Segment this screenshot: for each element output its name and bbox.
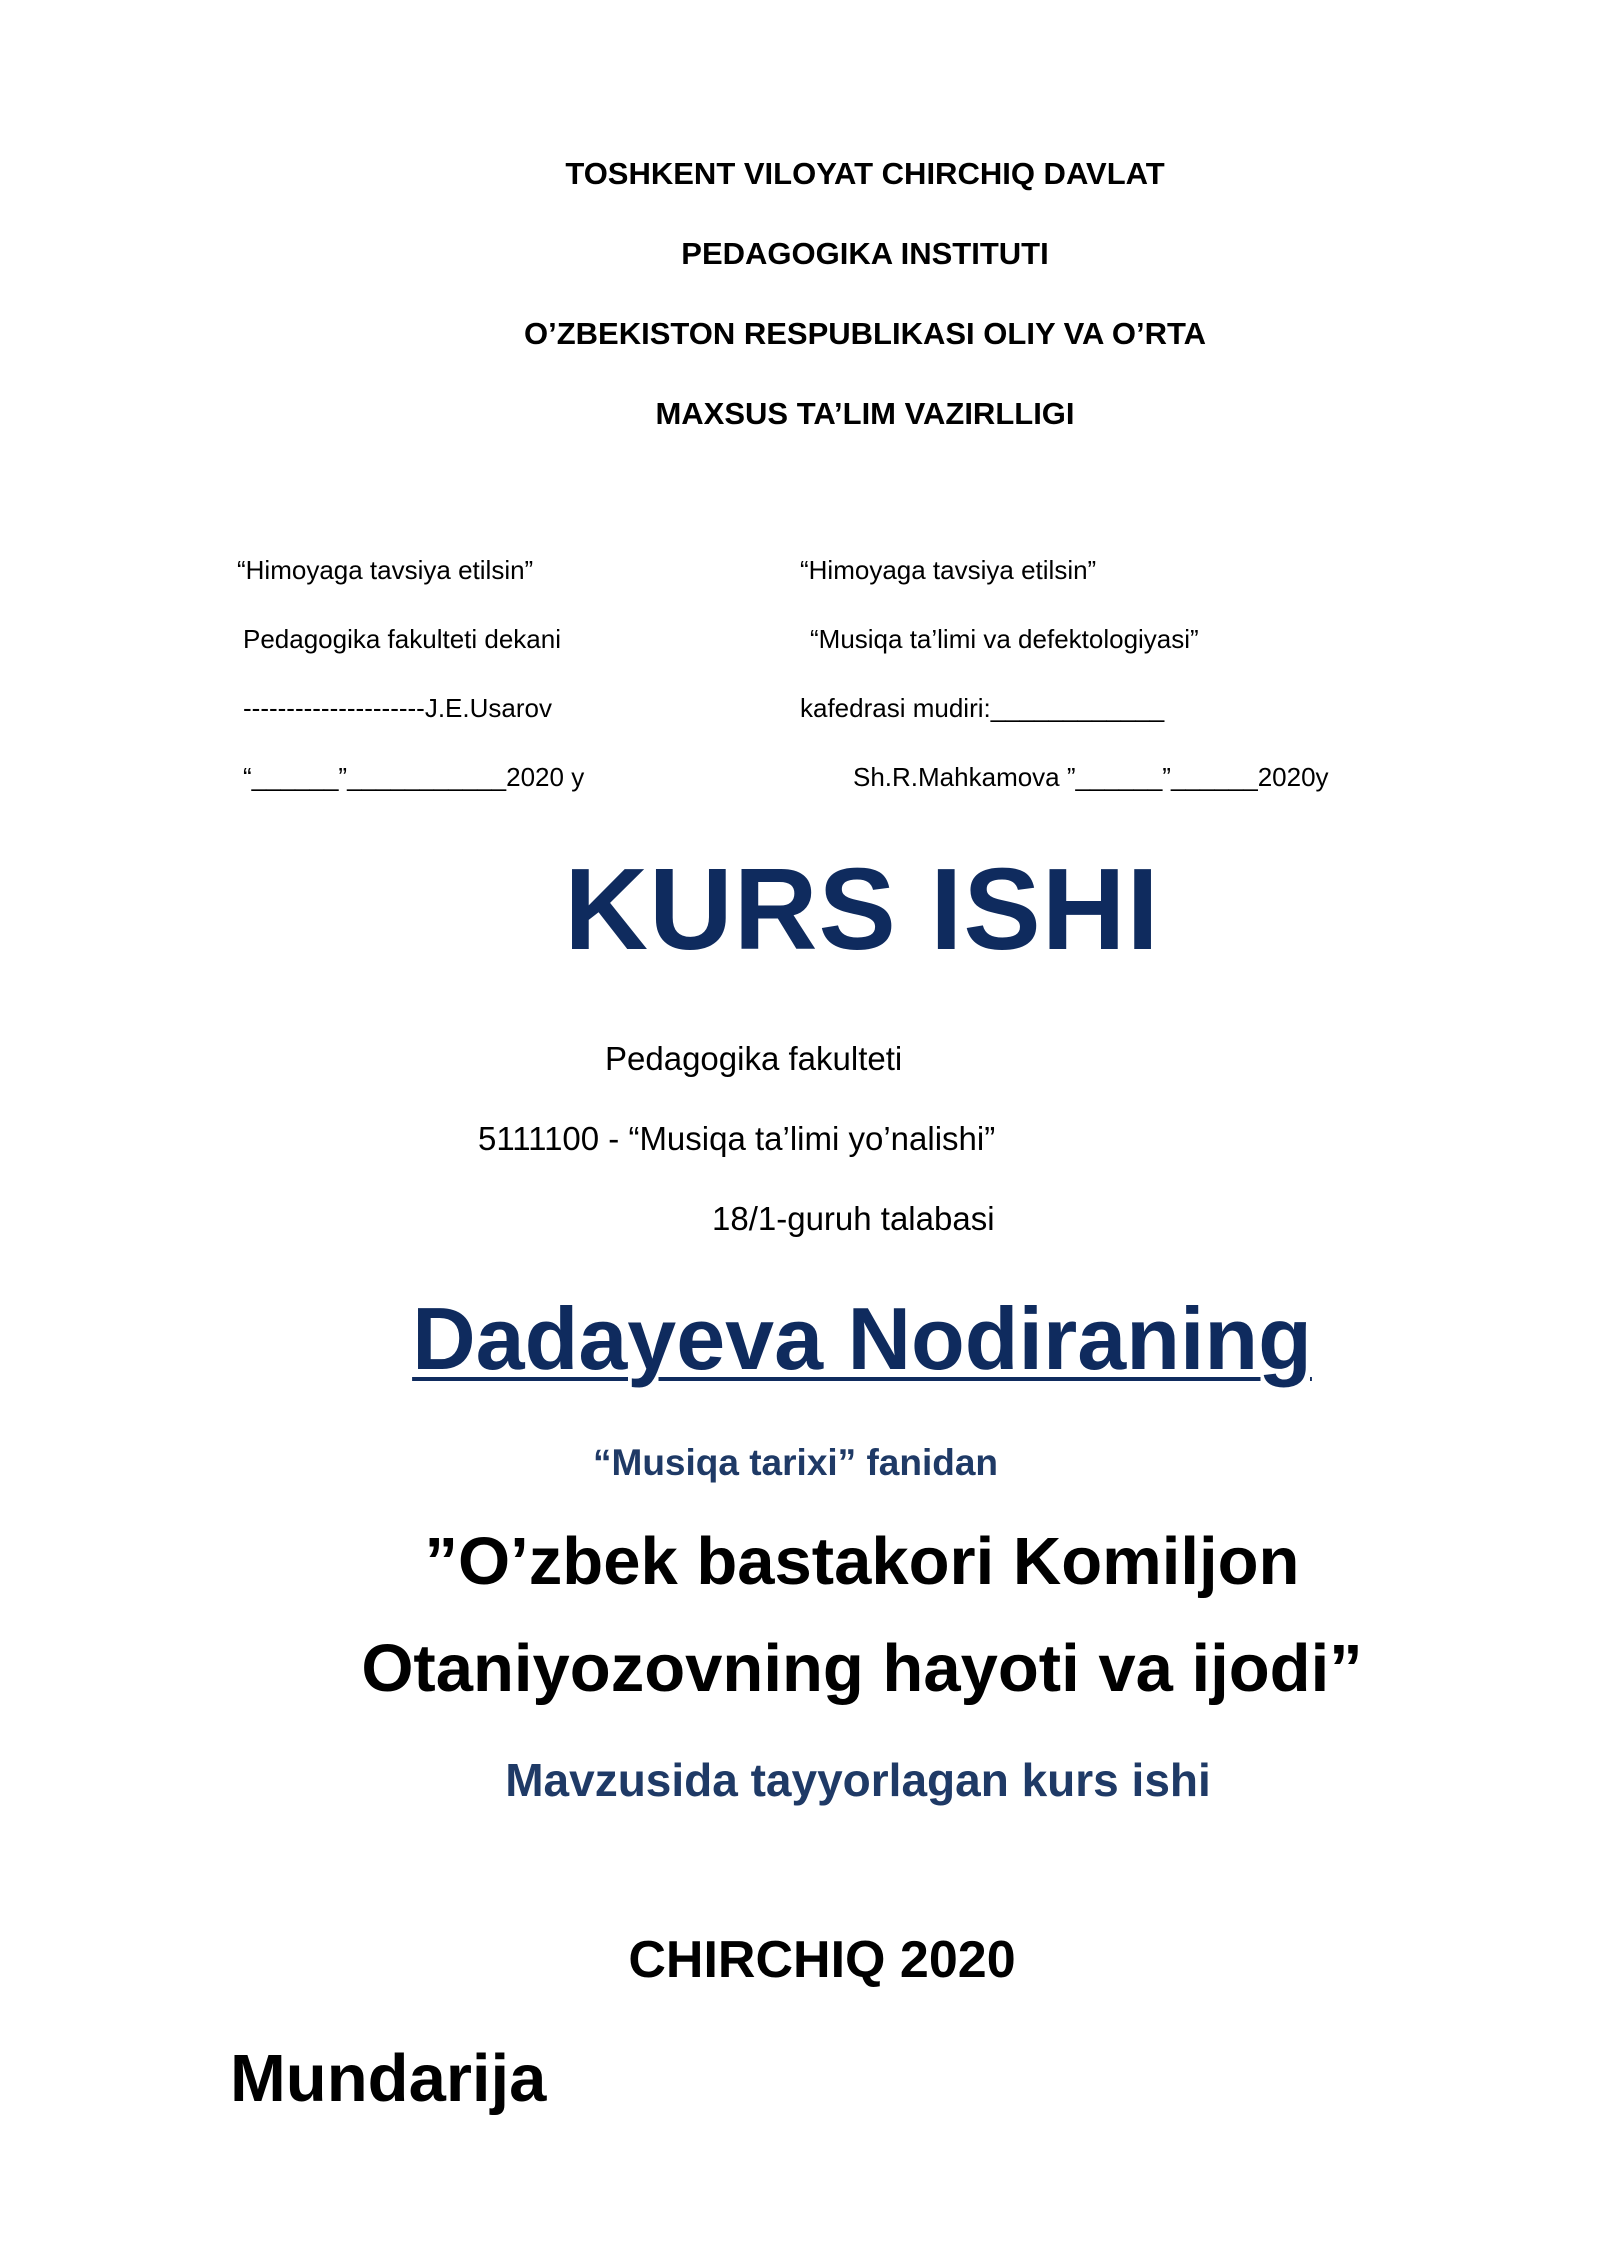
approval-left-line-3: ---------------------J.E.Usarov [243, 693, 552, 723]
approval-left-line-4: “______”___________2020 y [243, 762, 585, 792]
approval-left-line-2: Pedagogika fakulteti dekani [243, 624, 562, 654]
approval-left-line-1: “Himoyaga tavsiya etilsin” [237, 555, 534, 585]
approval-right-line-1: “Himoyaga tavsiya etilsin” [800, 555, 1097, 585]
mavzu-line: Mavzusida tayyorlagan kurs ishi [505, 1754, 1211, 1806]
subject-line: “Musiqa tarixi” fanidan [593, 1442, 999, 1483]
header-line-4: MAXSUS TA’LIM VAZIRLLIGI [655, 396, 1075, 431]
toc-heading: Mundarija [230, 2041, 547, 2116]
topic-line-1: ”O’zbek bastakori Komiljon [424, 1524, 1300, 1599]
header-line-1: TOSHKENT VILOYAT CHIRCHIQ DAVLAT [565, 156, 1165, 191]
group-line: 18/1-guruh talabasi [712, 1200, 995, 1237]
city-year: CHIRCHIQ 2020 [628, 1931, 1016, 1989]
approval-right-line-2: “Musiqa ta’limi va defektologiyasi” [810, 624, 1199, 654]
topic-line-2: Otaniyozovning hayoti va ijodi” [361, 1631, 1363, 1706]
header-line-2: PEDAGOGIKA INSTITUTI [681, 236, 1049, 271]
header-line-3: O’ZBEKISTON RESPUBLIKASI OLIY VA O’RTA [523, 316, 1207, 351]
faculty-line: Pedagogika fakulteti [605, 1040, 903, 1077]
student-name: Dadayeva Nodiraning [412, 1289, 1312, 1388]
approval-right-line-3: kafedrasi mudiri:____________ [800, 693, 1165, 723]
direction-line: 5111100 - “Musiqa ta’limi yo’nalishi” [478, 1120, 996, 1157]
approval-right-line-4: Sh.R.Mahkamova ”______”______2020y [853, 762, 1329, 792]
document-title: KURS ISHI [564, 844, 1160, 974]
